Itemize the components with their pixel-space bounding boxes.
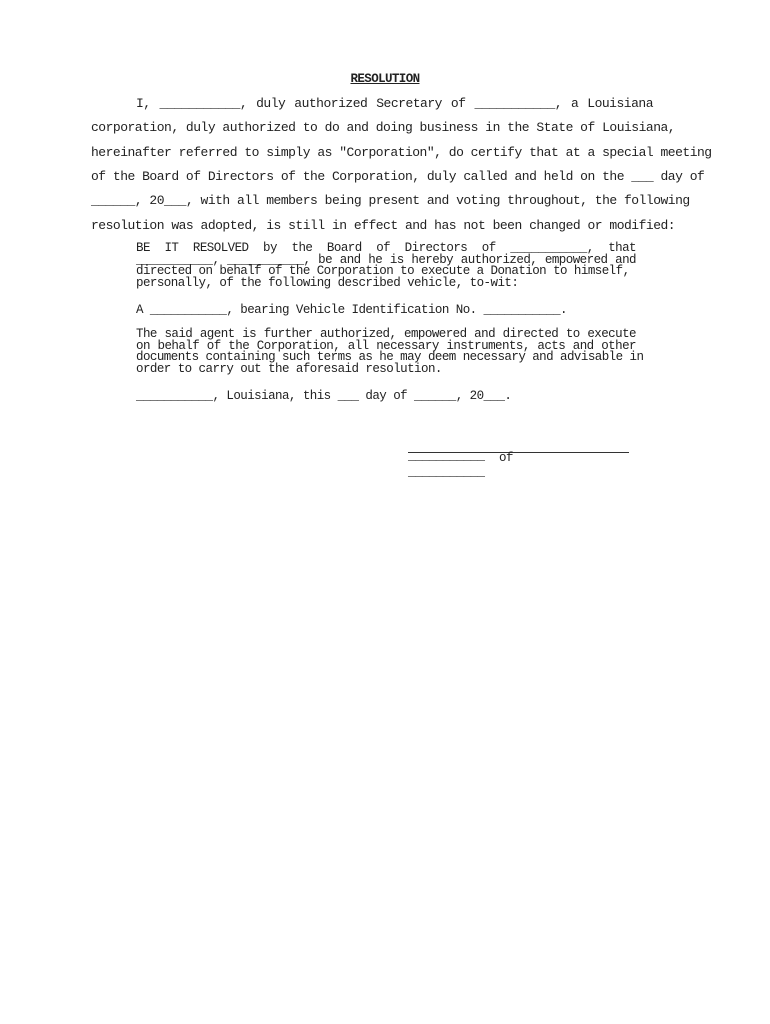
opening-line-4: of the Board of Directors of the Corporation, duly called and held on the ___ day of xyxy=(91,169,705,184)
agent-paragraph xyxy=(136,327,644,377)
vehicle-line: A ___________, bearing Vehicle Identification No. ___________. xyxy=(136,303,567,317)
resolved-line: BE IT RESOLVED by the Board of Directors of ___________, that xyxy=(136,241,636,255)
agent-line: documents containing such terms as he may deem necessary and advisable in xyxy=(136,350,644,365)
resolved-line: personally, of the following described vehicle, to-wit: xyxy=(136,276,519,291)
agent-line: order to carry out the aforesaid resolution. xyxy=(136,362,442,377)
opening-line-1: I, ___________, duly authorized Secretary of ___________, a Louisiana xyxy=(136,96,653,111)
opening-line-3: hereinafter referred to simply as "Corporation", do certify that at a special meeting xyxy=(91,145,712,160)
signature-company-blank: ___________ xyxy=(408,465,485,479)
opening-line-6: resolution was adopted, is still in effect and has not been changed or modified: xyxy=(91,218,676,233)
signature-name-blank: ___________ xyxy=(408,449,485,463)
opening-line-5: ______, 20___, with all members being present and voting throughout, the following xyxy=(91,193,690,208)
signature-of-label: of xyxy=(499,451,513,465)
agent-line: on behalf of the Corporation, all necessary instruments, acts and other xyxy=(136,338,636,353)
resolved-paragraph xyxy=(136,243,636,290)
opening-line-2: corporation, duly authorized to do and doing business in the State of Louisiana, xyxy=(91,120,676,135)
agent-line: The said agent is further authorized, empowered and directed to execute xyxy=(136,327,636,341)
date-line: ___________, Louisiana, this ___ day of ______, 20___. xyxy=(136,389,512,403)
resolved-line: directed on behalf of the Corporation to execute a Donation to himself, xyxy=(136,264,630,279)
resolved-line: ___________, ___________, be and he is hereby authorized, empowered and xyxy=(136,252,636,267)
document-title: RESOLUTION xyxy=(350,72,420,86)
